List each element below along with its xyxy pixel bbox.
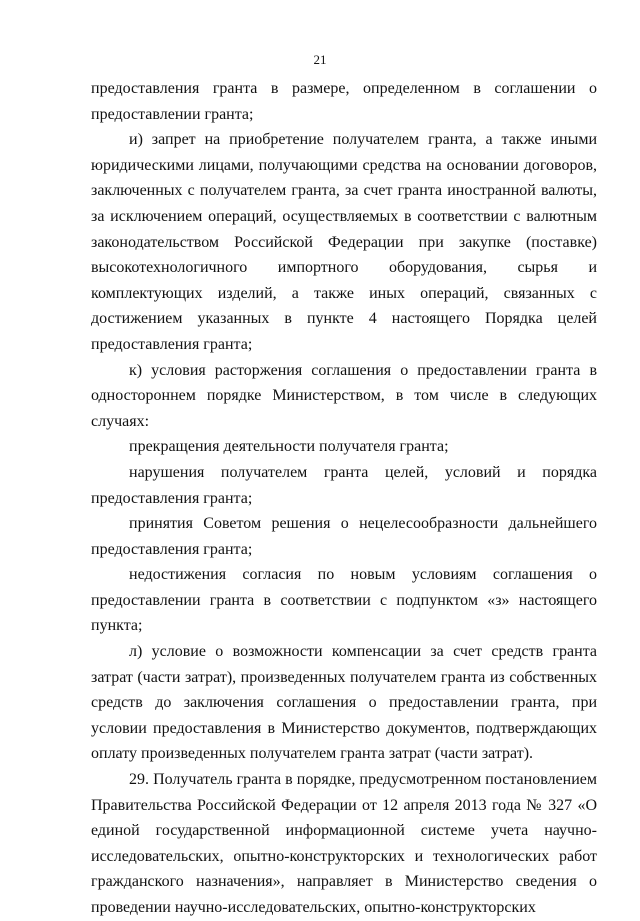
- paragraph-continuation: предоставления гранта в размере, определенном в соглашении о предоставлении гранта;: [91, 80, 597, 123]
- document-body: [91, 76, 597, 921]
- paragraph-case-termination: прекращения деятельности получателя гранта;: [129, 438, 449, 456]
- paragraph-section-29: 29. Получатель гранта в порядке, предусмотренном постановлением Правительства Российской Федерации от 12 апреля 2013 года № 327 «О единой государственной информационной системе учета научно-исследовательских, опытно-конструкторских и технологических работ гражданского назначения», направляет в Министерство сведения о проведении научно-исследовательских, опытно-конструкторских: [91, 771, 597, 916]
- page-number: 21: [313, 52, 327, 67]
- paragraph-item-i: и) запрет на приобретение получателем гранта, а также иными юридическими лицами, получающими средства на основании договоров, заключенных с получателем гранта, за счет гранта иностранной валюты, за исключением операций, осуществляемых в соответствии с валютным законодательством Российской Федерации при закупке (поставке) высокотехнологичного импортного оборудования, сырья и комплектующих изделий, а также иных операций, связанных с достижением указанных в пункте 4 настоящего Порядка целей предоставления гранта;: [91, 131, 597, 353]
- paragraph-case-violation: нарушения получателем гранта целей, условий и порядка предоставления гранта;: [91, 463, 597, 507]
- paragraph-item-l: л) условие о возможности компенсации за счет средств гранта затрат (части затрат), произведенных получателем гранта из собственных средств до заключения соглашения о предоставлении гранта, при условии предоставления в Министерство документов, подтверждающих оплату произведенных получателем гранта затрат (части затрат).: [91, 643, 597, 763]
- paragraph-item-k: к) условия расторжения соглашения о предоставлении гранта в одностороннем порядке Министерством, в том числе в следующих случаях:: [91, 361, 597, 430]
- paragraph-case-council-decision: принятия Советом решения о нецелесообразности дальнейшего предоставления гранта;: [91, 515, 597, 558]
- paragraph-case-no-agreement: недостижения согласия по новым условиям соглашения о предоставлении гранта в соответствии с подпунктом «з» настоящего пункта;: [91, 566, 597, 635]
